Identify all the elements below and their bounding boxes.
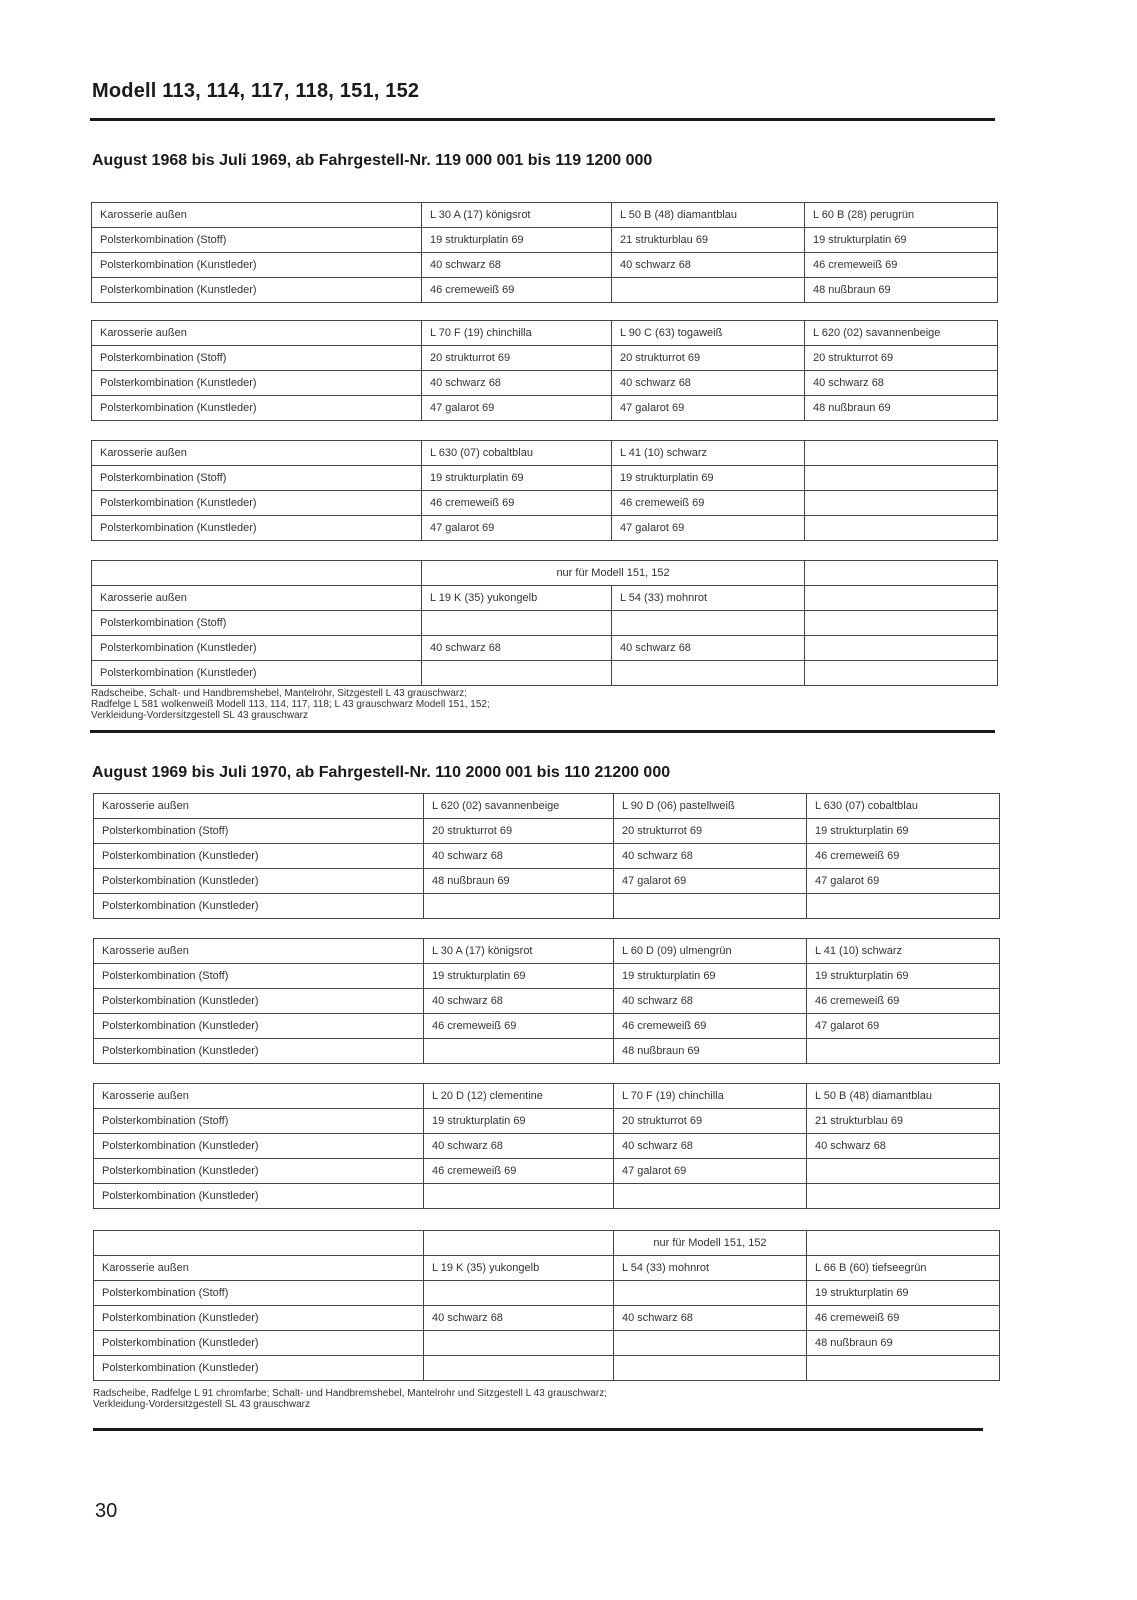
- table-cell: 19 strukturplatin 69: [614, 964, 807, 989]
- table-cell: [807, 1231, 1000, 1256]
- table-cell: [422, 611, 612, 636]
- row-label: Polsterkombination (Kunstleder): [92, 396, 422, 421]
- row-label: Polsterkombination (Kunstleder): [92, 661, 422, 686]
- table-cell: 48 nußbraun 69: [805, 278, 998, 303]
- page-number: 30: [95, 1500, 118, 1522]
- row-label: Karosserie außen: [94, 939, 424, 964]
- table-cell: 20 strukturrot 69: [424, 819, 614, 844]
- table-cell: [424, 1184, 614, 1209]
- table-cell: 46 cremeweiß 69: [805, 253, 998, 278]
- section-heading: August 1968 bis Juli 1969, ab Fahrgestell-Nr. 119 000 001 bis 119 1200 000: [92, 152, 653, 169]
- table-cell: 19 strukturplatin 69: [612, 466, 805, 491]
- row-label: Polsterkombination (Kunstleder): [94, 1159, 424, 1184]
- table-cell: 40 schwarz 68: [612, 371, 805, 396]
- table-row: [92, 253, 998, 278]
- row-label: Polsterkombination (Stoff): [94, 1109, 424, 1134]
- table-row: [92, 611, 998, 636]
- row-label: Polsterkombination (Kunstleder): [94, 1134, 424, 1159]
- table-row: [94, 964, 1000, 989]
- table-cell: L 90 C (63) togaweiß: [612, 321, 805, 346]
- table-cell: 20 strukturrot 69: [614, 1109, 807, 1134]
- row-label: Karosserie außen: [92, 321, 422, 346]
- table-cell: 48 nußbraun 69: [424, 869, 614, 894]
- table-cell: L 620 (02) savannenbeige: [805, 321, 998, 346]
- table-cell: L 30 A (17) königsrot: [422, 203, 612, 228]
- table-cell: 48 nußbraun 69: [805, 396, 998, 421]
- table-cell: 47 galarot 69: [422, 396, 612, 421]
- row-label: Polsterkombination (Kunstleder): [92, 491, 422, 516]
- table-row: [92, 661, 998, 686]
- table-cell: L 630 (07) cobaltblau: [422, 441, 612, 466]
- table-cell: 40 schwarz 68: [424, 989, 614, 1014]
- table-cell: L 54 (33) mohnrot: [614, 1256, 807, 1281]
- table-cell: 40 schwarz 68: [422, 253, 612, 278]
- table-cell: 19 strukturplatin 69: [807, 819, 1000, 844]
- color-table: [91, 440, 998, 541]
- color-table: [93, 1083, 1000, 1209]
- table-cell: [614, 1356, 807, 1381]
- table-row: [94, 894, 1000, 919]
- table-cell: [805, 586, 998, 611]
- table-cell: [614, 1331, 807, 1356]
- table-row: [92, 228, 998, 253]
- row-label: Polsterkombination (Kunstleder): [94, 1039, 424, 1064]
- table-cell: [424, 894, 614, 919]
- table-cell: [805, 636, 998, 661]
- table-row: [92, 636, 998, 661]
- table-cell: [807, 1184, 1000, 1209]
- table-cell: L 630 (07) cobaltblau: [807, 794, 1000, 819]
- table-row: [94, 989, 1000, 1014]
- color-table: [91, 560, 998, 686]
- table-row: [92, 466, 998, 491]
- table-cell: L 41 (10) schwarz: [612, 441, 805, 466]
- page-title: Modell 113, 114, 117, 118, 151, 152: [92, 80, 420, 102]
- table-cell: L 70 F (19) chinchilla: [422, 321, 612, 346]
- table-row: [92, 321, 998, 346]
- color-table: [93, 938, 1000, 1064]
- footnote: [91, 688, 490, 721]
- footnote-line: Radfelge L 581 wolkenweiß Modell 113, 114, 117, 118; L 43 grauschwarz Modell 151, 152;: [91, 699, 490, 710]
- table-cell: 20 strukturrot 69: [805, 346, 998, 371]
- table-cell: 19 strukturplatin 69: [422, 466, 612, 491]
- table-cell: L 66 B (60) tiefseegrün: [807, 1256, 1000, 1281]
- row-label: Polsterkombination (Kunstleder): [94, 869, 424, 894]
- footnote-line: Radscheibe, Radfelge L 91 chromfarbe; Schalt- und Handbremshebel, Mantelrohr und Sitzgestell L 43 grauschwarz;: [93, 1388, 607, 1399]
- table-cell: 19 strukturplatin 69: [422, 228, 612, 253]
- table-cell: 19 strukturplatin 69: [807, 1281, 1000, 1306]
- table-cell: 47 galarot 69: [612, 396, 805, 421]
- table-cell: [612, 661, 805, 686]
- model-restriction-header: nur für Modell 151, 152: [614, 1231, 807, 1256]
- table-cell: 40 schwarz 68: [424, 1306, 614, 1331]
- row-label: Polsterkombination (Stoff): [92, 466, 422, 491]
- table-cell: [612, 278, 805, 303]
- table-cell: 48 nußbraun 69: [614, 1039, 807, 1064]
- table-cell: 47 galarot 69: [807, 869, 1000, 894]
- table-cell: 40 schwarz 68: [422, 371, 612, 396]
- table-cell: [807, 1356, 1000, 1381]
- table-row: [92, 441, 998, 466]
- table-row: [94, 844, 1000, 869]
- table-cell: L 19 K (35) yukongelb: [422, 586, 612, 611]
- table-cell: [92, 561, 422, 586]
- row-label: Polsterkombination (Stoff): [94, 1281, 424, 1306]
- table-row: [94, 1306, 1000, 1331]
- table-cell: [807, 1159, 1000, 1184]
- table-cell: 20 strukturrot 69: [612, 346, 805, 371]
- table-cell: 20 strukturrot 69: [422, 346, 612, 371]
- table-row: [92, 396, 998, 421]
- row-label: Polsterkombination (Kunstleder): [92, 253, 422, 278]
- section-divider: [90, 730, 995, 733]
- row-label: Karosserie außen: [92, 441, 422, 466]
- table-cell: 19 strukturplatin 69: [805, 228, 998, 253]
- table-row: [94, 1159, 1000, 1184]
- table-row: [92, 346, 998, 371]
- table-cell: 40 schwarz 68: [805, 371, 998, 396]
- table-row: [94, 794, 1000, 819]
- table-cell: [805, 441, 998, 466]
- table-cell: 20 strukturrot 69: [614, 819, 807, 844]
- table-row: [94, 819, 1000, 844]
- table-cell: 40 schwarz 68: [424, 1134, 614, 1159]
- table-cell: [94, 1231, 424, 1256]
- table-cell: 40 schwarz 68: [807, 1134, 1000, 1159]
- table-cell: L 30 A (17) königsrot: [424, 939, 614, 964]
- table-row: [94, 1331, 1000, 1356]
- title-rule: [90, 118, 995, 121]
- table-header-row: [92, 561, 998, 586]
- table-cell: [805, 661, 998, 686]
- table-row: [94, 1184, 1000, 1209]
- table-cell: [805, 466, 998, 491]
- table-cell: [424, 1356, 614, 1381]
- table-cell: [424, 1231, 614, 1256]
- table-cell: [424, 1331, 614, 1356]
- model-restriction-header: nur für Modell 151, 152: [422, 561, 805, 586]
- row-label: Polsterkombination (Kunstleder): [92, 278, 422, 303]
- row-label: Polsterkombination (Kunstleder): [94, 844, 424, 869]
- table-cell: 21 strukturblau 69: [807, 1109, 1000, 1134]
- table-cell: 46 cremeweiß 69: [614, 1014, 807, 1039]
- table-cell: [807, 894, 1000, 919]
- table-cell: L 19 K (35) yukongelb: [424, 1256, 614, 1281]
- table-cell: 40 schwarz 68: [612, 253, 805, 278]
- footnote: [93, 1388, 607, 1410]
- footnote-line: Radscheibe, Schalt- und Handbremshebel, Mantelrohr, Sitzgestell L 43 grauschwarz;: [91, 688, 467, 699]
- table-cell: L 70 F (19) chinchilla: [614, 1084, 807, 1109]
- row-label: Polsterkombination (Kunstleder): [94, 1331, 424, 1356]
- table-cell: L 90 D (06) pastellweiß: [614, 794, 807, 819]
- table-cell: L 20 D (12) clementine: [424, 1084, 614, 1109]
- color-table: [91, 320, 998, 421]
- table-cell: [805, 611, 998, 636]
- table-cell: 40 schwarz 68: [612, 636, 805, 661]
- table-cell: [422, 661, 612, 686]
- table-cell: 19 strukturplatin 69: [424, 964, 614, 989]
- table-cell: [807, 1039, 1000, 1064]
- table-cell: 47 galarot 69: [422, 516, 612, 541]
- row-label: Polsterkombination (Stoff): [92, 611, 422, 636]
- table-row: [94, 1134, 1000, 1159]
- row-label: Karosserie außen: [92, 203, 422, 228]
- table-cell: [424, 1039, 614, 1064]
- table-row: [92, 371, 998, 396]
- table-row: [92, 278, 998, 303]
- table-row: [94, 1039, 1000, 1064]
- table-cell: 46 cremeweiß 69: [422, 491, 612, 516]
- table-cell: [805, 516, 998, 541]
- row-label: Polsterkombination (Kunstleder): [94, 894, 424, 919]
- table-row: [92, 491, 998, 516]
- table-row: [94, 939, 1000, 964]
- row-label: Polsterkombination (Kunstleder): [92, 636, 422, 661]
- table-cell: L 50 B (48) diamantblau: [807, 1084, 1000, 1109]
- table-cell: 46 cremeweiß 69: [807, 844, 1000, 869]
- table-cell: L 60 B (28) perugrün: [805, 203, 998, 228]
- row-label: Karosserie außen: [94, 794, 424, 819]
- row-label: Polsterkombination (Kunstleder): [94, 989, 424, 1014]
- table-cell: [614, 894, 807, 919]
- table-cell: [614, 1184, 807, 1209]
- table-cell: 46 cremeweiß 69: [422, 278, 612, 303]
- table-cell: L 54 (33) mohnrot: [612, 586, 805, 611]
- table-cell: 40 schwarz 68: [422, 636, 612, 661]
- table-cell: 40 schwarz 68: [614, 1306, 807, 1331]
- color-table: [93, 1230, 1000, 1381]
- table-header-row: [94, 1231, 1000, 1256]
- table-cell: 46 cremeweiß 69: [807, 1306, 1000, 1331]
- table-cell: 40 schwarz 68: [614, 1134, 807, 1159]
- table-cell: 47 galarot 69: [807, 1014, 1000, 1039]
- table-cell: L 620 (02) savannenbeige: [424, 794, 614, 819]
- table-cell: 47 galarot 69: [612, 516, 805, 541]
- table-cell: 19 strukturplatin 69: [424, 1109, 614, 1134]
- color-table: [93, 793, 1000, 919]
- row-label: Polsterkombination (Stoff): [92, 228, 422, 253]
- table-cell: [805, 561, 998, 586]
- table-cell: L 60 D (09) ulmengrün: [614, 939, 807, 964]
- table-row: [94, 869, 1000, 894]
- table-cell: L 50 B (48) diamantblau: [612, 203, 805, 228]
- table-row: [94, 1109, 1000, 1134]
- table-cell: 46 cremeweiß 69: [424, 1159, 614, 1184]
- table-cell: 46 cremeweiß 69: [612, 491, 805, 516]
- row-label: Karosserie außen: [92, 586, 422, 611]
- table-row: [92, 516, 998, 541]
- row-label: Polsterkombination (Kunstleder): [92, 371, 422, 396]
- table-cell: 47 galarot 69: [614, 1159, 807, 1184]
- table-row: [94, 1256, 1000, 1281]
- table-row: [94, 1014, 1000, 1039]
- row-label: Karosserie außen: [94, 1256, 424, 1281]
- table-cell: 47 galarot 69: [614, 869, 807, 894]
- section-divider: [93, 1428, 983, 1431]
- table-cell: [612, 611, 805, 636]
- table-row: [94, 1356, 1000, 1381]
- table-cell: L 41 (10) schwarz: [807, 939, 1000, 964]
- row-label: Polsterkombination (Kunstleder): [94, 1184, 424, 1209]
- section-heading: August 1969 bis Juli 1970, ab Fahrgestell-Nr. 110 2000 001 bis 110 21200 000: [92, 764, 671, 781]
- footnote-line: Verkleidung-Vordersitzgestell SL 43 grauschwarz: [93, 1399, 310, 1410]
- row-label: Polsterkombination (Kunstleder): [94, 1014, 424, 1039]
- table-cell: 40 schwarz 68: [614, 844, 807, 869]
- footnote-line: Verkleidung-Vordersitzgestell SL 43 grauschwarz: [91, 710, 308, 721]
- table-row: [92, 586, 998, 611]
- table-row: [94, 1084, 1000, 1109]
- row-label: Polsterkombination (Stoff): [94, 964, 424, 989]
- table-cell: [614, 1281, 807, 1306]
- table-cell: [424, 1281, 614, 1306]
- table-cell: 48 nußbraun 69: [807, 1331, 1000, 1356]
- row-label: Polsterkombination (Kunstleder): [94, 1306, 424, 1331]
- table-cell: 21 strukturblau 69: [612, 228, 805, 253]
- table-cell: 40 schwarz 68: [614, 989, 807, 1014]
- table-cell: 19 strukturplatin 69: [807, 964, 1000, 989]
- table-cell: 46 cremeweiß 69: [807, 989, 1000, 1014]
- table-cell: [805, 491, 998, 516]
- row-label: Polsterkombination (Kunstleder): [94, 1356, 424, 1381]
- row-label: Polsterkombination (Stoff): [92, 346, 422, 371]
- table-cell: 46 cremeweiß 69: [424, 1014, 614, 1039]
- table-row: [92, 203, 998, 228]
- row-label: Polsterkombination (Kunstleder): [92, 516, 422, 541]
- row-label: Karosserie außen: [94, 1084, 424, 1109]
- color-table: [91, 202, 998, 303]
- table-cell: 40 schwarz 68: [424, 844, 614, 869]
- row-label: Polsterkombination (Stoff): [94, 819, 424, 844]
- table-row: [94, 1281, 1000, 1306]
